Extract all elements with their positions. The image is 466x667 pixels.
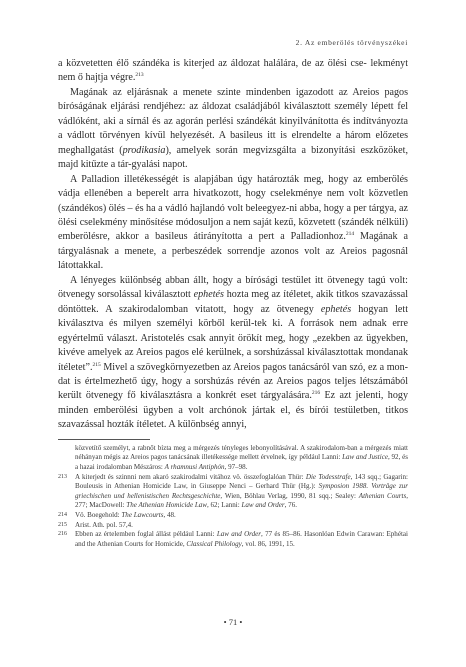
footnote-text <box>75 511 408 521</box>
italic-title: Die Todesstrafe <box>305 472 351 481</box>
paragraph-3 <box>58 173 408 274</box>
text-span: Magának a tárgyalásnak a menete, a perbeszédek sorrendje azonos volt az Areios pagosnál látottakkal. <box>58 231 408 272</box>
text-span: , Wien, Böhlau Verlag, 1990, 81 sqq.; Sealey: <box>220 491 359 500</box>
text-span: A kiterjedt és szinnni nem akaró szakirodalmi vitához vö. összefoglalóan Thür: <box>75 472 306 481</box>
footnote-215 <box>58 521 408 531</box>
text-span: , 277; MacDowell: <box>75 491 408 510</box>
footnote-text <box>75 521 408 531</box>
text-span: a közvetetten élő szándéka is kiterjed az áldozat halálára, de az ölési cse- <box>58 58 367 69</box>
text-span: , vol. 86, 1991, 15. <box>241 539 295 548</box>
text-span: , 97–98. <box>224 462 248 471</box>
footnote-214 <box>58 511 408 521</box>
text-span: közvetítő személyt, a rabnőt bízta meg a mérgezés tényleges lebonyolításával. A szakirodalom-ban a mérgezés miatt néhányan mégis az Areios pagos tanácsának illetékessége mellett érvelnek, így például Lanni: <box>75 443 408 462</box>
text-span: , 92, és a hazai irodalomban Mészáros: <box>75 453 408 471</box>
footnote-number: 214 <box>58 511 67 518</box>
italic-title: Athenian Courts <box>358 491 407 500</box>
text-span: hogyan lett kiválasztva és milyen személyi körből kerül-tek ki. A források nem adnak erre egyértelmű választ. Aristotelés csak annyit örökít meg, hogy „ezekben az ügyekben, kivéve amelyek az Areios pagos elé kerülnek, a sorshúzással kiválasztottak mondanak ítéletet”. <box>58 303 408 373</box>
body-text <box>58 57 408 433</box>
text-span: A lényeges különbség abban állt, hogy a bírósági testület itt ötvenegy tagú volt: ötvenegy sorsolással kiválasztott <box>58 274 408 301</box>
italic-title: Classical Philology <box>186 539 242 548</box>
italic-title: Symposion 1988. Vorträge zur griechischen und hellenistischen Rechtsgeschichte <box>75 482 408 500</box>
text-span: , 77 és 85–86. Hasonlóan Edwin Carawan: Ephétai and the Athenian Courts for Homicide, <box>75 530 408 548</box>
footnote-ref[interactable]: 215 <box>92 361 101 368</box>
running-head: 2. Az emberölés törvényszékei <box>295 38 408 47</box>
text-span: , 62; Lanni: <box>207 501 242 510</box>
italic-title: Law and Justice <box>342 453 388 462</box>
text-span: , 48. <box>163 510 176 519</box>
footnote-ref[interactable]: 213 <box>135 72 144 79</box>
footnote-number: 213 <box>58 473 67 480</box>
text-span: Ez azt jelenti, hogy minden emberölési ügyben a volt archónok jártak el, és bírói testületben, titkos szavazással hozták ítéletet. A különbség annyi, <box>58 390 408 431</box>
text-span: Mivel a szövegkörnyezetben az Areios pagos tanácsáról van szó, ez a mon-dat is értelmezhető úgy, hogy a sorshúzás révén az Areios pagos teljes létszámából került ötvenegy fő kiválasztásra a konkrét eset tárgyalására. <box>58 361 408 402</box>
italic-term: ephetés <box>193 289 224 301</box>
footnote-number: 216 <box>58 531 67 538</box>
footnotes <box>58 444 408 550</box>
text-span: Vö. Boegehold: <box>75 510 122 519</box>
text-span: ), amelyek során megvizsgálta a bizonyítási eszközöket, majd kitűzte a tár-gyalási napot. <box>58 144 408 171</box>
text-span: lekményt nem ő hajtja végre. <box>58 58 409 84</box>
paragraph-1 <box>58 57 408 86</box>
text-span: Ebben az értelemben foglal állást például Lanni: <box>75 530 217 539</box>
footnote-213 <box>58 473 408 511</box>
text-span: Arist. Ath. pol. 57,4. <box>75 520 133 529</box>
paragraph-4 <box>58 274 408 433</box>
text-span: Magának az eljárásnak a menete szinte mindenben igazodott az Areios pagos bíróságának eljárási rendjéhez: az áldozat családjából kiválasztott személy lépett fel vádlóként, aki a sírnál és az agorán perlési szándékát kinyilvánította és indítványozta a vádlott törvényen kívül helyezését. A basileus itt is elrendelte a három előzetes meghallgatást ( <box>58 86 408 156</box>
footnote-text <box>75 530 408 549</box>
italic-title: Law and Order <box>241 501 285 510</box>
text-span: , 143 sqq.; Gagarin: Bouleusis in Athenian Homicide Law, in Giuseppe Nenci – Gerhard Thür (Hg.): <box>75 472 408 491</box>
footnote-ref[interactable]: 214 <box>345 231 355 238</box>
italic-title: The Lawcourts <box>121 510 164 519</box>
italic-term: prodikasia <box>122 144 166 156</box>
footnote-216 <box>58 530 408 549</box>
text-span: hozta meg az ítéletet, akik titkos szavazással döntöttek. A szakirodalomban vitatott, hogy az ötvenegy <box>58 289 408 315</box>
page-number: • 71 • <box>223 617 243 627</box>
footnote-continuation <box>58 444 408 473</box>
footnote-ref[interactable]: 216 <box>311 390 321 397</box>
text-span: , 76. <box>284 501 297 510</box>
paragraph-2 <box>58 86 408 173</box>
italic-term: ephetés <box>320 303 352 315</box>
italic-title: The Athenian Homicide Law <box>126 501 207 510</box>
footnote-separator <box>58 439 150 440</box>
italic-title: A rhamnusi Antiphón <box>164 462 225 471</box>
footnote-number: 215 <box>58 521 67 528</box>
text-span: A Palladion illetékességét is alapjában úgy határozták meg, hogy az emberölés vádja ellenében a beperelt arra hivatkozott, hogy cselekménye nem volt közvetlen (szándékos) ölés – és ha a vádló hajlandó volt beleegyez-ni abba, hogy a per tárgya, az ölési cselekmény minősítése módosuljon a nem saját kezű, közvetett (szándék nélküli) emberölésre, akkor a basileus átirányította a pert a Palladionhoz. <box>58 173 408 243</box>
footnote-text <box>75 473 408 511</box>
italic-title: Law and Order <box>216 530 262 539</box>
